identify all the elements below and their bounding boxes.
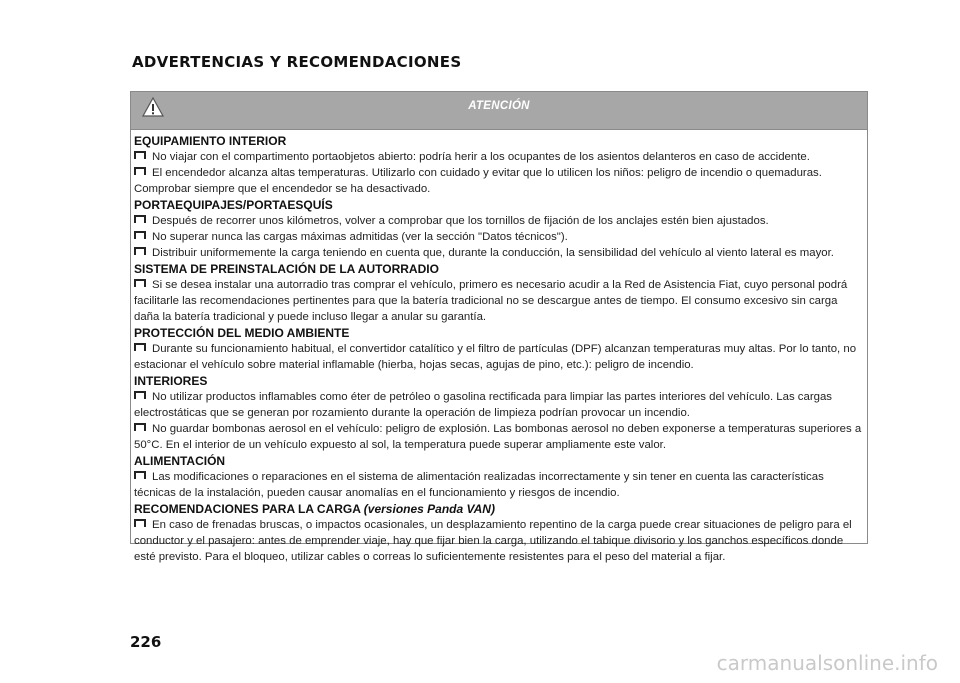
warning-item (134, 149, 864, 165)
warning-item-text: Si se desea instalar una autorradio tras comprar el vehículo, primero es necesario acudir a la Red de Asistencia Fiat, cuyo personal podrá facilitarle las recomendaciones pertinentes para que la batería tradicional no se descargue antes de tiempo. El consumo excesivo sin carga daña la batería tradicional y puede incluso llegar a anular su garantía. (134, 279, 848, 323)
section-title-suffix: (versiones Panda VAN) (363, 502, 495, 516)
warning-item (134, 277, 864, 325)
section-title (134, 261, 864, 277)
warning-item (134, 165, 864, 197)
section-title (134, 197, 864, 213)
warning-content (131, 130, 867, 565)
bullet-icon (134, 231, 146, 239)
warning-item-text: En caso de frenadas bruscas, o impactos ocasionales, un desplazamiento repentino de la carga puede crear situaciones de peligro para el conductor y el pasajero: antes de emprender viaje, hay que fijar bien la carga, utilizando el tabique divisorio y los ganchos específicos donde esté previsto. Para el bloqueo, utilizar cables o correas lo suficientemente resistentes para el peso del material a fijar. (134, 519, 852, 563)
section-title-text: PORTAEQUIPAJES/PORTAESQUÍS (134, 198, 333, 212)
warning-item-text: No superar nunca las cargas máximas admitidas (ver la sección "Datos técnicos"). (152, 231, 568, 243)
warning-item-text: Después de recorrer unos kilómetros, volver a comprobar que los tornillos de fijación de los anclajes estén bien ajustados. (152, 215, 769, 227)
warning-item (134, 389, 864, 421)
page-title: ADVERTENCIAS Y RECOMENDACIONES (132, 53, 462, 71)
warning-header-label: ATENCIÓN (468, 100, 530, 112)
bullet-icon (134, 391, 146, 399)
warning-item (134, 213, 864, 229)
warning-item-text: El encendedor alcanza altas temperaturas. Utilizarlo con cuidado y evitar que lo utilicen los niños: peligro de incendio o quemaduras. Comprobar siempre que el encendedor se ha desactivado. (134, 167, 822, 195)
page-number: 226 (130, 633, 162, 651)
warning-item-text: No utilizar productos inflamables como éter de petróleo o gasolina rectificada para limpiar las partes interiores del vehículo. Las cargas electrostáticas que se generan por rozamiento durante la operación de limpieza podrían provocar un incendio. (134, 391, 832, 419)
section-title-text: PROTECCIÓN DEL MEDIO AMBIENTE (134, 326, 350, 340)
bullet-icon (134, 343, 146, 351)
bullet-icon (134, 247, 146, 255)
warning-item (134, 421, 864, 453)
warning-item-text: Distribuir uniformemente la carga teniendo en cuenta que, durante la conducción, la sensibilidad del vehículo al viento lateral es mayor. (152, 247, 834, 259)
warning-item (134, 341, 864, 373)
bullet-icon (134, 519, 146, 527)
section-title (134, 453, 864, 469)
section-title (134, 133, 864, 149)
warning-item-text: No viajar con el compartimento portaobjetos abierto: podría herir a los ocupantes de los asientos delanteros en caso de accidente. (152, 151, 810, 163)
bullet-icon (134, 423, 146, 431)
warning-item (134, 229, 864, 245)
section-title-text: RECOMENDACIONES PARA LA CARGA (134, 502, 361, 516)
warning-item-text: No guardar bombonas aerosol en el vehículo: peligro de explosión. Las bombonas aerosol no deben exponerse a temperaturas superiores a 50°C. En el interior de un vehículo expuesto al sol, la temperatura puede superar ampliamente este valor. (134, 423, 862, 451)
section-title (134, 373, 864, 389)
bullet-icon (134, 151, 146, 159)
bullet-icon (134, 215, 146, 223)
warning-item (134, 469, 864, 501)
watermark: carmanualsonline.info (716, 651, 938, 675)
warning-item-text: Durante su funcionamiento habitual, el convertidor catalítico y el filtro de partículas (DPF) alcanzan temperaturas muy altas. Por lo tanto, no estacionar el vehículo sobre material inflamable (hierba, hojas secas, agujas de pino, etc.): peligro de incendio. (134, 343, 857, 371)
section-title-text: EQUIPAMIENTO INTERIOR (134, 134, 287, 148)
warning-item-text: Las modificaciones o reparaciones en el sistema de alimentación realizadas incorrectamente y sin tener en cuenta las características técnicas de la instalación, pueden causar anomalías en el funcionamiento y riesgos de incendio. (134, 471, 824, 499)
section-title (134, 325, 864, 341)
bullet-icon (134, 167, 146, 175)
warning-header (131, 92, 867, 130)
warning-item (134, 517, 864, 565)
section-title-text: ALIMENTACIÓN (134, 454, 226, 468)
warning-box (130, 91, 868, 563)
section-title-text: INTERIORES (134, 374, 208, 388)
warning-item (134, 245, 864, 261)
section-title-text: SISTEMA DE PREINSTALACIÓN DE LA AUTORRADIO (134, 262, 439, 276)
section-title (134, 501, 864, 517)
bullet-icon (134, 471, 146, 479)
bullet-icon (134, 279, 146, 287)
